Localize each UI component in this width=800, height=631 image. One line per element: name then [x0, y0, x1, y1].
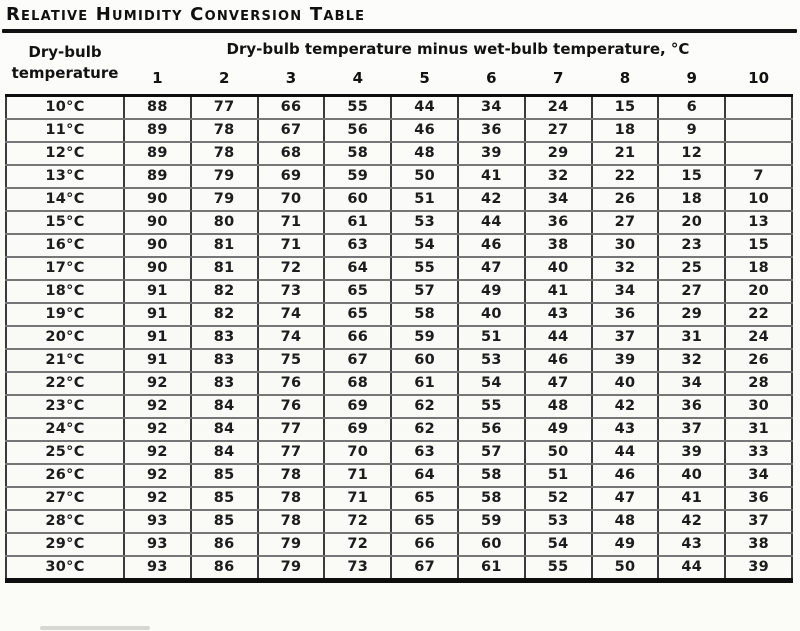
humidity-value-cell: 10 — [725, 188, 792, 211]
humidity-value-cell: 63 — [391, 441, 458, 464]
humidity-value-cell: 91 — [124, 280, 191, 303]
humidity-value-cell: 58 — [458, 464, 525, 487]
humidity-value-cell: 72 — [324, 533, 391, 556]
humidity-value-cell: 7 — [725, 165, 792, 188]
humidity-value-cell: 66 — [391, 533, 458, 556]
humidity-value-cell: 59 — [458, 510, 525, 533]
row-label: 28°C — [6, 510, 124, 533]
humidity-value-cell: 90 — [124, 257, 191, 280]
table-row — [6, 142, 792, 165]
humidity-value-cell: 77 — [258, 441, 325, 464]
humidity-value-cell: 60 — [324, 188, 391, 211]
humidity-value-cell: 47 — [592, 487, 659, 510]
humidity-value-cell: 60 — [458, 533, 525, 556]
humidity-value-cell: 41 — [525, 280, 592, 303]
humidity-value-cell: 81 — [191, 257, 258, 280]
humidity-value-cell: 85 — [191, 464, 258, 487]
humidity-value-cell: 48 — [592, 510, 659, 533]
table-row — [6, 487, 792, 510]
column-header: 8 — [619, 68, 631, 87]
humidity-value-cell: 84 — [191, 395, 258, 418]
humidity-value-cell: 92 — [124, 441, 191, 464]
humidity-value-cell: 69 — [324, 395, 391, 418]
humidity-value-cell: 40 — [525, 257, 592, 280]
table-row — [6, 303, 792, 326]
humidity-value-cell: 15 — [658, 165, 725, 188]
humidity-value-cell: 62 — [391, 418, 458, 441]
humidity-value-cell: 33 — [725, 441, 792, 464]
humidity-value-cell: 85 — [191, 510, 258, 533]
humidity-value-cell: 49 — [525, 418, 592, 441]
humidity-value-cell: 26 — [592, 188, 659, 211]
column-header: 10 — [748, 68, 770, 87]
humidity-value-cell: 12 — [658, 142, 725, 165]
humidity-value-cell: 18 — [658, 188, 725, 211]
header-row-top — [6, 33, 792, 66]
table-row — [6, 349, 792, 372]
humidity-value-cell: 39 — [458, 142, 525, 165]
humidity-conversion-table — [5, 33, 793, 583]
humidity-value-cell: 80 — [191, 211, 258, 234]
humidity-value-cell: 21 — [592, 142, 659, 165]
humidity-value-cell: 73 — [258, 280, 325, 303]
humidity-value-cell: 82 — [191, 303, 258, 326]
humidity-value-cell: 74 — [258, 326, 325, 349]
humidity-value-cell: 53 — [391, 211, 458, 234]
humidity-value-cell: 72 — [324, 510, 391, 533]
humidity-value-cell: 72 — [258, 257, 325, 280]
humidity-value-cell: 22 — [725, 303, 792, 326]
humidity-value-cell: 36 — [525, 211, 592, 234]
humidity-value-cell: 37 — [592, 326, 659, 349]
humidity-value-cell: 37 — [658, 418, 725, 441]
humidity-value-cell: 46 — [391, 119, 458, 142]
humidity-value-cell: 89 — [124, 142, 191, 165]
humidity-value-cell: 32 — [525, 165, 592, 188]
humidity-value-cell: 66 — [258, 95, 325, 119]
table-row — [6, 280, 792, 303]
row-label: 19°C — [6, 303, 124, 326]
humidity-value-cell: 71 — [258, 234, 325, 257]
humidity-value-cell — [725, 142, 792, 165]
humidity-value-cell: 61 — [324, 211, 391, 234]
humidity-value-cell: 91 — [124, 303, 191, 326]
row-label: 13°C — [6, 165, 124, 188]
humidity-value-cell: 65 — [324, 280, 391, 303]
humidity-value-cell: 55 — [324, 95, 391, 119]
table-row — [6, 257, 792, 280]
column-header: 1 — [152, 68, 163, 87]
humidity-value-cell: 51 — [458, 326, 525, 349]
humidity-value-cell: 89 — [124, 165, 191, 188]
row-label: 21°C — [6, 349, 124, 372]
column-header: 2 — [218, 68, 230, 87]
humidity-value-cell: 88 — [124, 95, 191, 119]
humidity-value-cell: 90 — [124, 234, 191, 257]
humidity-value-cell: 38 — [525, 234, 592, 257]
humidity-value-cell: 24 — [525, 95, 592, 119]
humidity-value-cell: 46 — [592, 464, 659, 487]
humidity-value-cell: 93 — [124, 510, 191, 533]
humidity-value-cell: 70 — [258, 188, 325, 211]
humidity-value-cell: 36 — [725, 487, 792, 510]
humidity-value-cell: 90 — [124, 211, 191, 234]
humidity-value-cell: 75 — [258, 349, 325, 372]
humidity-value-cell: 69 — [258, 165, 325, 188]
humidity-value-cell: 44 — [658, 556, 725, 581]
humidity-value-cell: 67 — [324, 349, 391, 372]
humidity-value-cell: 43 — [658, 533, 725, 556]
humidity-value-cell: 64 — [324, 257, 391, 280]
table-header — [6, 33, 792, 96]
corner-header-line2: temperature — [11, 64, 119, 83]
column-header: 7 — [552, 68, 564, 87]
humidity-value-cell: 77 — [191, 95, 258, 119]
humidity-value-cell: 54 — [391, 234, 458, 257]
humidity-value-cell: 24 — [725, 326, 792, 349]
table-row — [6, 533, 792, 556]
humidity-value-cell: 76 — [258, 395, 325, 418]
humidity-value-cell: 58 — [391, 303, 458, 326]
row-label: 17°C — [6, 257, 124, 280]
humidity-value-cell: 77 — [258, 418, 325, 441]
humidity-value-cell: 34 — [725, 464, 792, 487]
humidity-value-cell: 15 — [592, 95, 659, 119]
humidity-value-cell: 79 — [258, 556, 325, 581]
humidity-value-cell: 46 — [458, 234, 525, 257]
humidity-value-cell: 34 — [658, 372, 725, 395]
humidity-value-cell: 53 — [458, 349, 525, 372]
header-row-columns — [6, 66, 792, 96]
page-title: Relative Humidity Conversion Table — [6, 4, 366, 25]
row-label: 22°C — [6, 372, 124, 395]
humidity-value-cell: 70 — [324, 441, 391, 464]
humidity-value-cell: 30 — [725, 395, 792, 418]
humidity-value-cell: 57 — [458, 441, 525, 464]
humidity-value-cell: 55 — [458, 395, 525, 418]
humidity-value-cell: 91 — [124, 326, 191, 349]
table-row — [6, 395, 792, 418]
humidity-value-cell: 27 — [525, 119, 592, 142]
row-label: 18°C — [6, 280, 124, 303]
humidity-value-cell: 67 — [258, 119, 325, 142]
humidity-value-cell: 44 — [458, 211, 525, 234]
humidity-value-cell: 25 — [658, 257, 725, 280]
humidity-value-cell: 51 — [525, 464, 592, 487]
humidity-value-cell: 93 — [124, 556, 191, 581]
humidity-value-cell: 86 — [191, 533, 258, 556]
humidity-value-cell: 40 — [658, 464, 725, 487]
humidity-value-cell: 71 — [324, 464, 391, 487]
column-header: 4 — [352, 68, 363, 87]
humidity-value-cell: 41 — [658, 487, 725, 510]
table-row — [6, 95, 792, 119]
row-label: 24°C — [6, 418, 124, 441]
humidity-value-cell: 56 — [324, 119, 391, 142]
humidity-value-cell: 81 — [191, 234, 258, 257]
row-label: 16°C — [6, 234, 124, 257]
humidity-value-cell: 59 — [391, 326, 458, 349]
humidity-value-cell: 42 — [458, 188, 525, 211]
row-label: 30°C — [6, 556, 124, 581]
table-row — [6, 234, 792, 257]
span-header: Dry-bulb temperature minus wet-bulb temperature, °C — [226, 39, 690, 58]
humidity-value-cell: 61 — [391, 372, 458, 395]
column-header: 6 — [486, 68, 497, 87]
humidity-value-cell: 92 — [124, 487, 191, 510]
table-row — [6, 188, 792, 211]
table-row — [6, 510, 792, 533]
corner-header — [6, 33, 124, 96]
humidity-value-cell: 48 — [525, 395, 592, 418]
row-label: 26°C — [6, 464, 124, 487]
row-label: 29°C — [6, 533, 124, 556]
corner-header-line1: Dry-bulb — [28, 42, 102, 61]
humidity-value-cell: 84 — [191, 441, 258, 464]
humidity-value-cell: 22 — [592, 165, 659, 188]
humidity-value-cell: 49 — [592, 533, 659, 556]
humidity-value-cell: 53 — [525, 510, 592, 533]
humidity-value-cell: 84 — [191, 418, 258, 441]
table-row — [6, 556, 792, 581]
humidity-value-cell: 18 — [725, 257, 792, 280]
humidity-value-cell: 27 — [592, 211, 659, 234]
table-row — [6, 372, 792, 395]
humidity-value-cell: 36 — [658, 395, 725, 418]
humidity-value-cell: 69 — [324, 418, 391, 441]
row-label: 23°C — [6, 395, 124, 418]
humidity-value-cell: 55 — [391, 257, 458, 280]
humidity-value-cell: 13 — [725, 211, 792, 234]
humidity-value-cell: 20 — [725, 280, 792, 303]
table-row — [6, 418, 792, 441]
humidity-value-cell: 86 — [191, 556, 258, 581]
humidity-value-cell: 91 — [124, 349, 191, 372]
humidity-value-cell: 54 — [525, 533, 592, 556]
table-row — [6, 119, 792, 142]
table-row — [6, 165, 792, 188]
table-body — [6, 95, 792, 580]
humidity-value-cell: 92 — [124, 395, 191, 418]
humidity-value-cell: 62 — [391, 395, 458, 418]
humidity-value-cell: 30 — [592, 234, 659, 257]
humidity-value-cell: 89 — [124, 119, 191, 142]
humidity-value-cell: 61 — [458, 556, 525, 581]
humidity-value-cell: 73 — [324, 556, 391, 581]
humidity-value-cell: 27 — [658, 280, 725, 303]
humidity-value-cell: 83 — [191, 372, 258, 395]
humidity-value-cell: 76 — [258, 372, 325, 395]
humidity-value-cell: 65 — [391, 510, 458, 533]
humidity-value-cell: 42 — [592, 395, 659, 418]
humidity-value-cell: 79 — [191, 188, 258, 211]
humidity-value-cell: 31 — [658, 326, 725, 349]
humidity-value-cell: 38 — [725, 533, 792, 556]
humidity-value-cell — [725, 119, 792, 142]
humidity-value-cell: 92 — [124, 464, 191, 487]
humidity-value-cell: 54 — [458, 372, 525, 395]
humidity-value-cell: 78 — [258, 464, 325, 487]
humidity-value-cell: 83 — [191, 349, 258, 372]
humidity-value-cell: 85 — [191, 487, 258, 510]
humidity-value-cell: 71 — [258, 211, 325, 234]
humidity-value-cell: 32 — [592, 257, 659, 280]
row-label: 25°C — [6, 441, 124, 464]
humidity-value-cell: 36 — [592, 303, 659, 326]
humidity-value-cell: 39 — [592, 349, 659, 372]
row-label: 10°C — [6, 95, 124, 119]
humidity-value-cell: 34 — [458, 95, 525, 119]
table-row — [6, 441, 792, 464]
row-label: 11°C — [6, 119, 124, 142]
column-header: 3 — [285, 68, 297, 87]
humidity-value-cell: 37 — [725, 510, 792, 533]
humidity-value-cell: 93 — [124, 533, 191, 556]
humidity-value-cell: 34 — [592, 280, 659, 303]
humidity-value-cell: 41 — [458, 165, 525, 188]
humidity-value-cell: 50 — [592, 556, 659, 581]
column-header: 9 — [686, 68, 697, 87]
humidity-value-cell: 78 — [258, 487, 325, 510]
humidity-value-cell: 67 — [391, 556, 458, 581]
humidity-value-cell: 32 — [658, 349, 725, 372]
humidity-value-cell: 28 — [725, 372, 792, 395]
humidity-value-cell: 46 — [525, 349, 592, 372]
humidity-value-cell: 44 — [525, 326, 592, 349]
humidity-value-cell: 20 — [658, 211, 725, 234]
humidity-value-cell: 90 — [124, 188, 191, 211]
humidity-value-cell: 83 — [191, 326, 258, 349]
humidity-value-cell: 6 — [658, 95, 725, 119]
humidity-value-cell: 68 — [324, 372, 391, 395]
row-label: 15°C — [6, 211, 124, 234]
humidity-value-cell — [725, 95, 792, 119]
humidity-value-cell: 92 — [124, 418, 191, 441]
humidity-value-cell: 29 — [658, 303, 725, 326]
humidity-value-cell: 44 — [592, 441, 659, 464]
humidity-value-cell: 39 — [725, 556, 792, 581]
humidity-value-cell: 47 — [458, 257, 525, 280]
humidity-value-cell: 58 — [324, 142, 391, 165]
humidity-value-cell: 50 — [391, 165, 458, 188]
humidity-value-cell: 44 — [391, 95, 458, 119]
humidity-value-cell: 59 — [324, 165, 391, 188]
humidity-value-cell: 74 — [258, 303, 325, 326]
humidity-value-cell: 82 — [191, 280, 258, 303]
humidity-value-cell: 47 — [525, 372, 592, 395]
row-label: 27°C — [6, 487, 124, 510]
table-row — [6, 211, 792, 234]
humidity-value-cell: 40 — [592, 372, 659, 395]
humidity-value-cell: 79 — [191, 165, 258, 188]
column-header: 5 — [419, 68, 430, 87]
humidity-value-cell: 43 — [592, 418, 659, 441]
humidity-value-cell: 52 — [525, 487, 592, 510]
humidity-value-cell: 78 — [191, 142, 258, 165]
humidity-value-cell: 48 — [391, 142, 458, 165]
humidity-value-cell: 56 — [458, 418, 525, 441]
humidity-value-cell: 34 — [525, 188, 592, 211]
humidity-value-cell: 64 — [391, 464, 458, 487]
humidity-value-cell: 92 — [124, 372, 191, 395]
humidity-value-cell: 43 — [525, 303, 592, 326]
table-row — [6, 464, 792, 487]
humidity-value-cell: 26 — [725, 349, 792, 372]
table-row — [6, 326, 792, 349]
humidity-value-cell: 79 — [258, 533, 325, 556]
humidity-value-cell: 71 — [324, 487, 391, 510]
scan-artifact — [40, 626, 150, 630]
humidity-value-cell: 55 — [525, 556, 592, 581]
humidity-value-cell: 18 — [592, 119, 659, 142]
row-label: 20°C — [6, 326, 124, 349]
humidity-value-cell: 65 — [324, 303, 391, 326]
humidity-value-cell: 29 — [525, 142, 592, 165]
humidity-value-cell: 49 — [458, 280, 525, 303]
humidity-value-cell: 42 — [658, 510, 725, 533]
humidity-value-cell: 31 — [725, 418, 792, 441]
humidity-value-cell: 39 — [658, 441, 725, 464]
humidity-value-cell: 66 — [324, 326, 391, 349]
humidity-value-cell: 60 — [391, 349, 458, 372]
humidity-value-cell: 78 — [258, 510, 325, 533]
row-label: 14°C — [6, 188, 124, 211]
humidity-value-cell: 50 — [525, 441, 592, 464]
humidity-value-cell: 36 — [458, 119, 525, 142]
humidity-value-cell: 51 — [391, 188, 458, 211]
humidity-value-cell: 63 — [324, 234, 391, 257]
humidity-value-cell: 15 — [725, 234, 792, 257]
humidity-value-cell: 40 — [458, 303, 525, 326]
humidity-value-cell: 57 — [391, 280, 458, 303]
row-label: 12°C — [6, 142, 124, 165]
humidity-value-cell: 68 — [258, 142, 325, 165]
humidity-value-cell: 23 — [658, 234, 725, 257]
humidity-value-cell: 65 — [391, 487, 458, 510]
humidity-value-cell: 9 — [658, 119, 725, 142]
humidity-value-cell: 78 — [191, 119, 258, 142]
humidity-value-cell: 58 — [458, 487, 525, 510]
